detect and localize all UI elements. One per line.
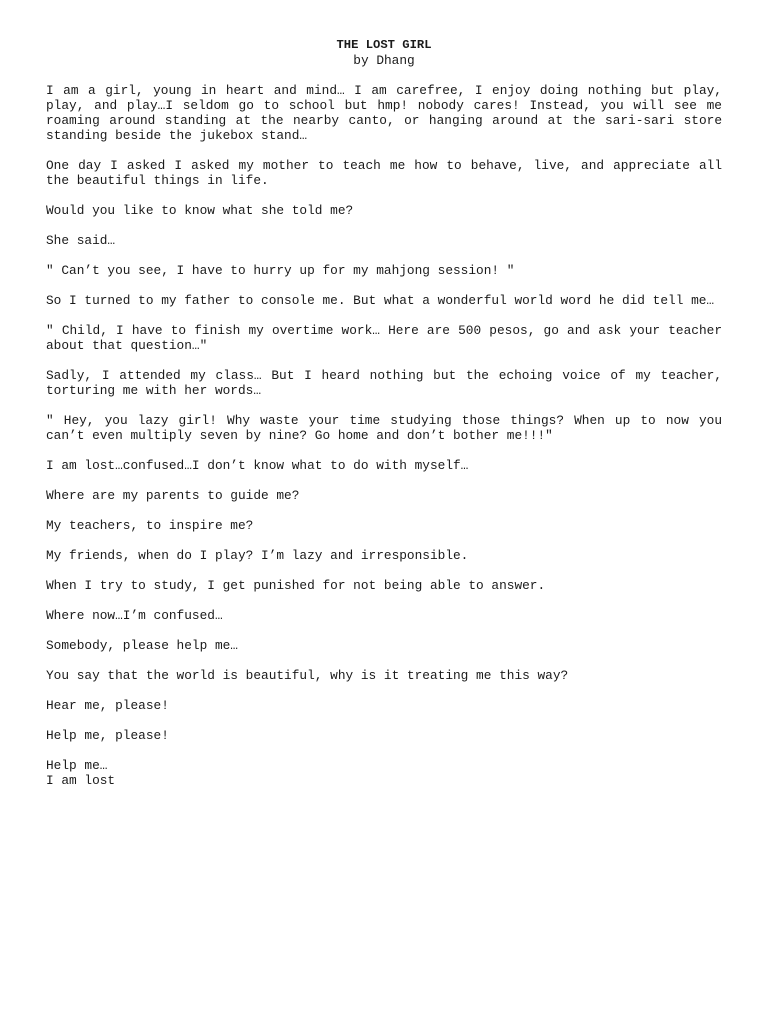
paragraph: Hear me, please! [46, 698, 169, 713]
paragraph: So I turned to my father to console me. But what a wonderful world word he did tell me… [46, 293, 715, 308]
paragraph: Somebody, please help me… [46, 638, 238, 653]
document-page [46, 38, 722, 788]
paragraph: She said… [46, 233, 116, 248]
paragraph: I am a girl, young in heart and mind… I am carefree, I enjoy doing nothing but play, play, and play…I seldom go to school but hmp! nobody cares! Instead, you will see me roaming around standing at the nearby canto, or hanging around at the sari-sari store standing beside the jukebox stand… [46, 83, 722, 143]
document-title: THE LOST GIRL [336, 38, 432, 52]
paragraph: My friends, when do I play? I’m lazy and irresponsible. [46, 548, 469, 563]
paragraph: One day I asked I asked my mother to teach me how to behave, live, and appreciate all the beautiful things in life. [46, 158, 722, 188]
paragraph: My teachers, to inspire me? [46, 518, 254, 533]
paragraph: Help me, please! [46, 728, 169, 743]
paragraph: I am lost…confused…I don’t know what to do with myself… [46, 458, 469, 473]
paragraph: Would you like to know what she told me? [46, 203, 354, 218]
paragraph: You say that the world is beautiful, why is it treating me this way? [46, 668, 569, 683]
paragraph: When I try to study, I get punished for not being able to answer. [46, 578, 546, 593]
paragraph: " Hey, you lazy girl! Why waste your time studying those things? When up to now you can’t even multiply seven by nine? Go home and don’t bother me!!!" [46, 413, 722, 443]
closing-line: Help me… [46, 758, 108, 773]
paragraph: Where now…I’m confused… [46, 608, 223, 623]
document-author: by Dhang [353, 53, 415, 68]
paragraph: Sadly, I attended my class… But I heard nothing but the echoing voice of my teacher, torturing me with her words… [46, 368, 722, 398]
paragraph: " Can’t you see, I have to hurry up for my mahjong session! " [46, 263, 515, 278]
paragraph: Where are my parents to guide me? [46, 488, 300, 503]
closing-line: I am lost [46, 773, 116, 788]
paragraph: " Child, I have to finish my overtime work… Here are 500 pesos, go and ask your teacher about that question…" [46, 323, 722, 353]
